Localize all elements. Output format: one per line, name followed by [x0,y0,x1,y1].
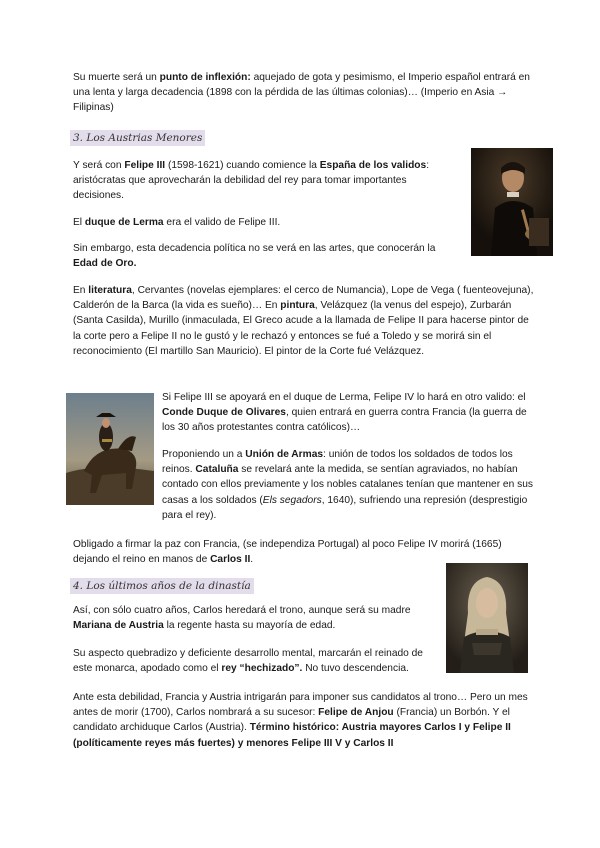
paragraph-felipe3 [73,158,453,204]
text: Y será con [73,160,125,171]
text: El [73,217,85,228]
text: . [250,554,254,566]
section-heading-4: 4. Los últimos años de la dinastía [70,578,254,594]
text: Así, con sólo cuatro años, Carlos heredará el trono, aunque será su madre [73,605,411,616]
bold-text: duque de Lerma [84,217,164,228]
bold-text: Felipe de Anjou [318,707,394,719]
paragraph-literatura [73,283,535,359]
bold-text: punto de inflexión: [159,72,251,83]
text: : aristócratas que aprovecharán la debilidad del rey para tomar importantes decisiones. [73,160,430,202]
text: Ante esta debilidad, Francia y Austria intrigarán para imponer sus candidatos al trono… Pero un mes antes de morir (1700), Carlos nombrará a su sucesor: [73,692,528,719]
text: Su muerte será un [73,72,160,83]
paragraph-final [73,690,535,751]
text: (1598-1621) cuando comience la [165,160,320,171]
text: se revelará ante la medida, se sentían agraviados, no habían contado con ellos previamente y los nobles catalanes tenían que mantener en sus casas a los soldados ( [162,464,533,506]
text: (Francia) un Borbón. Y el candidato archiduque Carlos (Austria). [73,707,510,734]
bold-text: Cataluña [195,464,239,476]
bold-text: rey “hechizado”. [221,663,303,675]
text: , quien entrará en guerra contra Francia (la guerra de los 30 años protestantes contra católicos)… [162,407,527,434]
paragraph-aspecto [73,646,438,676]
paragraph-carlos [73,603,438,633]
text: era el valido de Felipe III. [163,217,281,228]
text: Proponiendo un a [162,449,246,460]
text: , Velázquez (la venus del espejo), Zurbarán (Santa Casilda), Murillo (inmaculada, El Greco acude a la llamada de Felipe II para hacerse pintor de la corte pero a Felipe II no le gustó y le rechazó y entonces se fué a Toledo y se morirá sin el reconocimiento (El martillo San Mauricio). El pintor de la Corte fué Velázquez. [73,300,529,357]
text: la regente hasta su mayoría de edad. [163,620,336,632]
bold-text: Mariana de Austria [73,620,164,632]
bold-text: Conde Duque de Olivares [162,407,286,419]
text: Obligado a firmar la paz con Francia, (se independiza Portugal) al poco Felipe IV morirá (1665) dejando el reino en manos de [73,539,502,566]
bold-text: Carlos II [210,554,251,566]
olivares-equestrian-portrait-image [66,393,154,505]
bold-text: pintura [280,300,315,312]
text: aquejado de gota y pesimismo, el Imperio español entrará en una lenta y larga decadencia (1898 con la pérdida de las últimas colonias)… (Imperio en Asia → Filipinas) [73,72,530,114]
italic-text: Els segadors [262,494,322,506]
paragraph-union-armas [162,447,534,523]
text: , 1640), sufriendo una represión (desprestigio para el rey). [162,494,528,521]
text: , Cervantes (novelas ejemplares: el cerco de Numancia), Lope de Vega ( fuenteovejuna), Calderón de la Barca (la vida es sueño)… En [73,285,534,312]
paragraph-decadencia [73,241,453,271]
paragraph-lerma [73,215,453,230]
bold-text: España de los validos [319,160,427,171]
carlos-ii-portrait-image [446,563,528,673]
text: : unión de todos los soldados de todos los reinos. [162,449,513,476]
bold-text: Edad de Oro. [73,258,137,270]
text: Sin embargo, esta decadencia política no se verá en las artes, que conocerán la [73,243,436,254]
text: Si Felipe III se apoyará en el duque de Lerma, Felipe IV lo hará en otro valido: el [162,392,526,403]
bold-text: literatura [88,285,132,296]
bold-text: Término histórico: Austria mayores Carlos I y Felipe II (políticamente reyes más fuertes) y menores Felipe III V y Carlos II [73,722,511,749]
section-heading-3: 3. Los Austrias Menores [70,130,205,146]
paragraph-olivares [162,390,534,436]
velazquez-self-portrait-image [471,148,553,256]
bold-text: Felipe III [124,160,166,171]
text: Su aspecto quebradizo y deficiente desarrollo mental, marcarán el reinado de este monarca, apodado como el [73,648,423,675]
paragraph-intro [73,70,533,116]
text: No tuvo descendencia. [302,663,409,675]
text: En [73,285,89,296]
bold-text: Unión de Armas [245,449,324,460]
